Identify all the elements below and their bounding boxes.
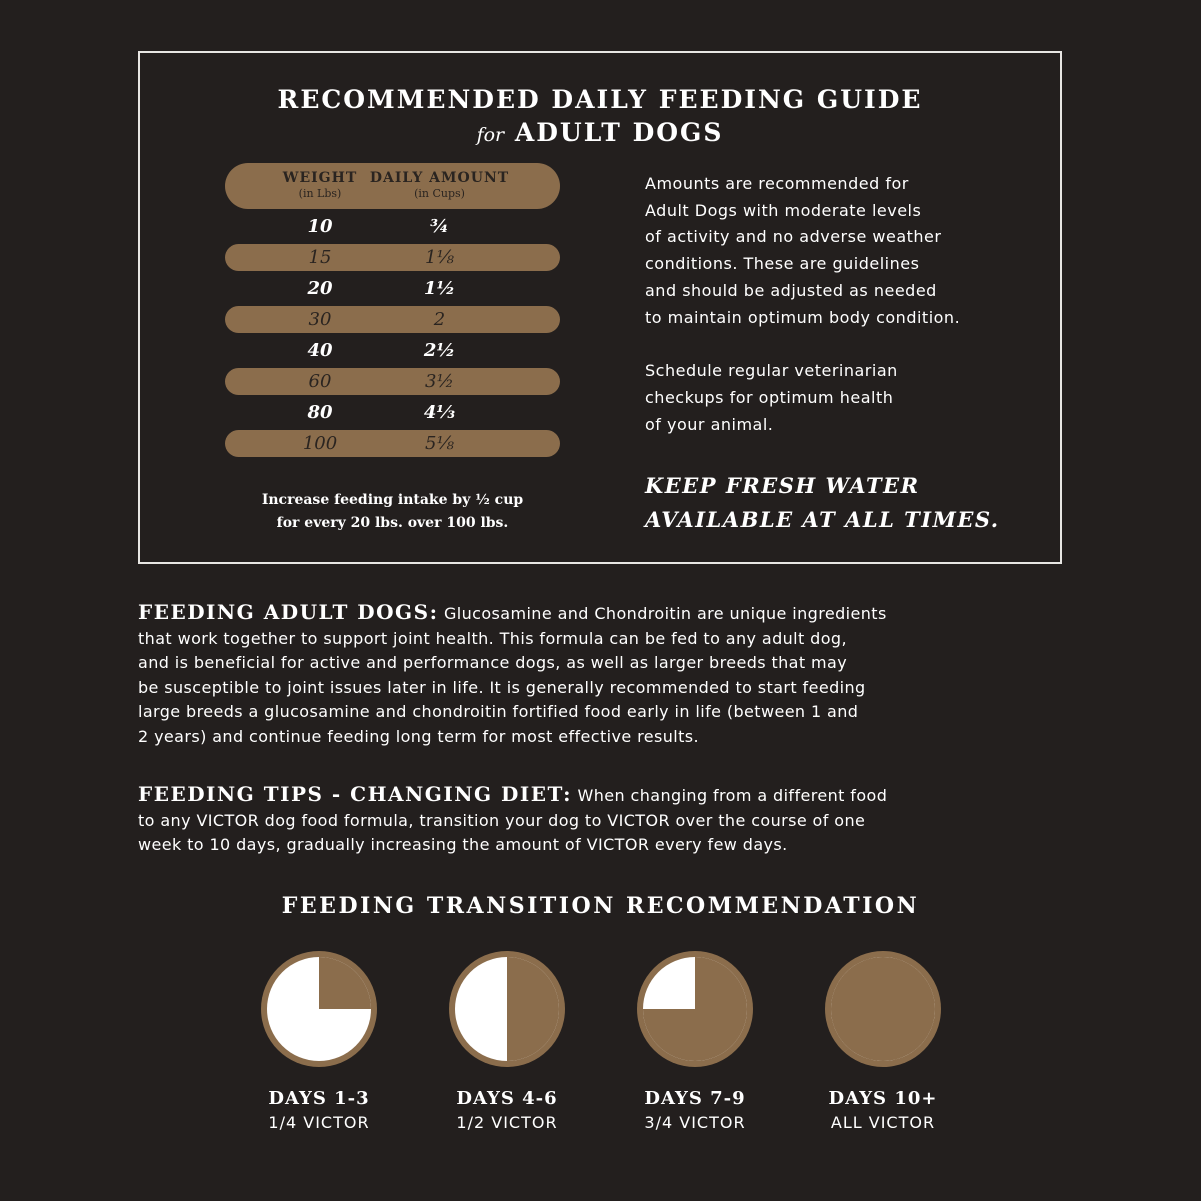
guide-description-checkups: Schedule regular veterinarian checkups for optimum health of your animal. — [645, 361, 898, 434]
amount-cell: 4⅓ — [423, 402, 456, 423]
pie-fill — [831, 957, 935, 1061]
feeding-table — [225, 163, 560, 457]
feeding-adult-dogs-heading: FEEDING ADULT DOGS: — [138, 600, 439, 624]
table-row — [225, 275, 560, 302]
stage-amount: 1/4 VICTOR — [268, 1113, 370, 1132]
table-row — [225, 306, 560, 333]
amount-header: DAILY AMOUNT — [369, 170, 510, 186]
stage-amount: ALL VICTOR — [830, 1113, 936, 1132]
table-row — [225, 337, 560, 364]
weight-cell: 30 — [308, 309, 332, 330]
transition-stage-3 — [595, 948, 795, 1132]
weight-cell: 60 — [308, 371, 332, 392]
feeding-table-note: Increase feeding intake by ½ cup for every 20 lbs. over 100 lbs. — [261, 492, 524, 531]
weight-cell: 100 — [302, 433, 338, 454]
guide-title-line2: ADULT DOGS — [514, 118, 724, 147]
weight-cell: 40 — [307, 340, 333, 361]
amount-cell: 2 — [433, 309, 446, 330]
transition-title: FEEDING TRANSITION RECOMMENDATION — [281, 893, 920, 919]
three-quarter-pie-icon — [634, 948, 756, 1070]
transition-stage-2 — [407, 948, 607, 1132]
amount-cell: 5⅛ — [425, 433, 454, 454]
guide-title-for: for — [476, 124, 505, 146]
amount-cell: 1⅛ — [425, 247, 454, 268]
amount-cell: 1½ — [423, 278, 456, 299]
quarter-pie-icon — [258, 948, 380, 1070]
feeding-guide-box — [138, 51, 1062, 564]
guide-title-line1: RECOMMENDED DAILY FEEDING GUIDE — [277, 85, 923, 114]
guide-description-amounts: Amounts are recommended for Adult Dogs with moderate levels of activity and no adverse weather conditions. These are guidelines and should be adjusted as needed to maintain optimum body condition. — [645, 174, 961, 327]
table-row — [225, 399, 560, 426]
feeding-table-header — [225, 163, 560, 209]
weight-cell: 15 — [308, 247, 332, 268]
half-pie-icon — [446, 948, 568, 1070]
feeding-tips-paragraph: FEEDING TIPS - CHANGING DIET: When changing from a different food to any VICTOR dog food formula, transition your dog to VICTOR over the course of one week to 10 days, gradually increasing the amount of VICTOR every few days. — [138, 782, 888, 855]
stage-days: DAYS 10+ — [828, 1088, 938, 1109]
amount-cell: ¾ — [430, 216, 449, 237]
amount-cell: 2½ — [423, 340, 456, 361]
feeding-tips-heading: FEEDING TIPS - CHANGING DIET: — [138, 782, 573, 806]
stage-days: DAYS 7-9 — [644, 1088, 746, 1109]
table-row — [225, 213, 560, 240]
amount-subheader: (in Cups) — [414, 187, 465, 200]
table-row — [225, 368, 560, 395]
pie-fill — [319, 957, 371, 1009]
fresh-water-notice: KEEP FRESH WATER AVAILABLE AT ALL TIMES. — [645, 473, 1000, 532]
stage-amount: 3/4 VICTOR — [644, 1113, 746, 1132]
weight-cell: 80 — [307, 402, 333, 423]
weight-cell: 20 — [307, 278, 333, 299]
weight-header: WEIGHT — [282, 170, 358, 186]
weight-subheader: (in Lbs) — [298, 187, 342, 200]
guide-description — [645, 171, 1045, 465]
table-row — [225, 430, 560, 457]
transition-stage-1 — [219, 948, 419, 1132]
table-row — [225, 244, 560, 271]
full-pie-icon — [822, 948, 944, 1070]
amount-cell: 3½ — [425, 371, 454, 392]
stage-days: DAYS 4-6 — [456, 1088, 558, 1109]
stage-amount: 1/2 VICTOR — [456, 1113, 558, 1132]
weight-cell: 10 — [307, 216, 333, 237]
guide-title — [140, 83, 1060, 152]
stage-days: DAYS 1-3 — [268, 1088, 370, 1109]
transition-stage-4 — [783, 948, 983, 1132]
feeding-adult-dogs-paragraph: FEEDING ADULT DOGS: Glucosamine and Chondroitin are unique ingredients that work together to support joint health. This formula can be fed to any adult dog, and is beneficial for active and performance dogs, as well as larger breeds that may be susceptible to joint issues later in life. It is generally recommended to start feeding large breeds a glucosamine and chondroitin fortified food early in life (between 1 and 2 years) and continue feeding long term for most effective results. — [138, 600, 887, 746]
